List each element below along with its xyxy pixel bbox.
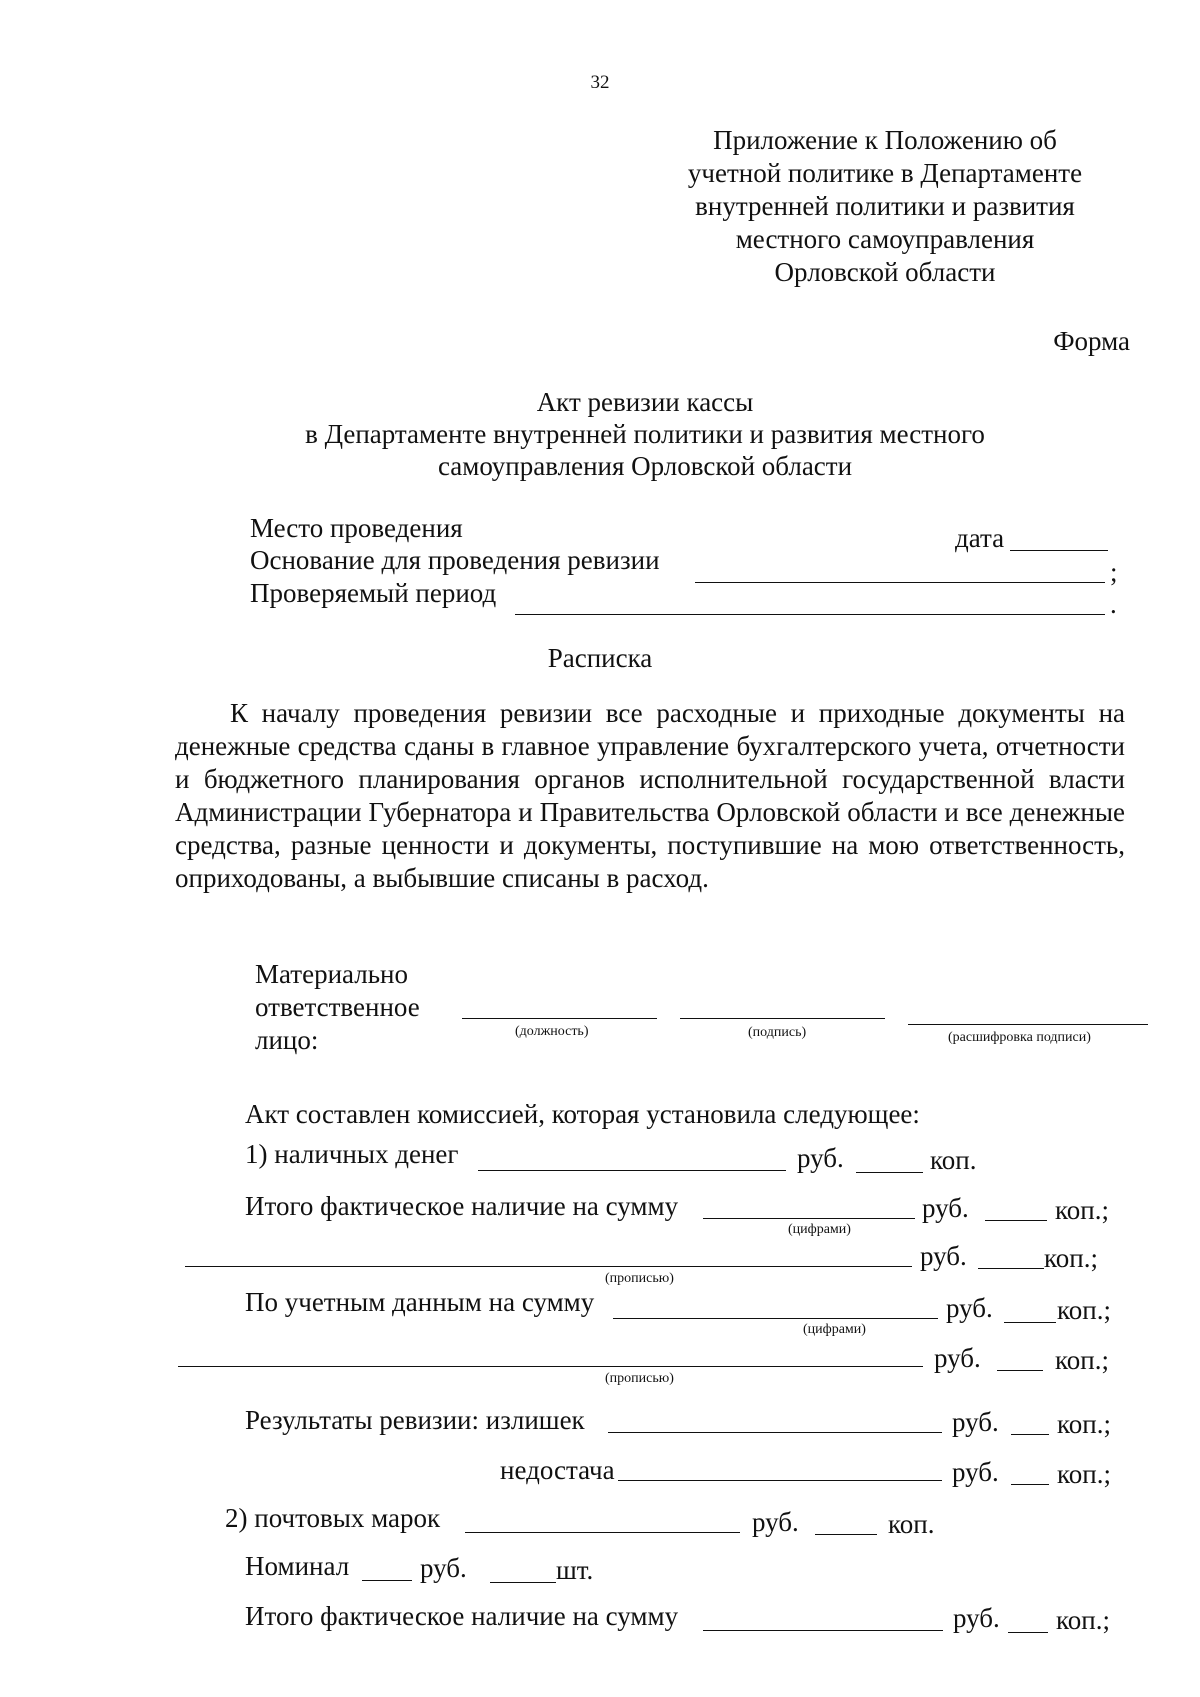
basis-end: ; (1110, 557, 1118, 587)
stamps-actual-total-kop-line[interactable] (1008, 1632, 1048, 1633)
shortage-rub: руб. (952, 1457, 999, 1487)
actual-total-words-line[interactable] (185, 1266, 912, 1267)
surplus-rub: руб. (952, 1407, 999, 1437)
surplus-field-line[interactable] (608, 1432, 942, 1433)
accounting-total-rub: руб. (946, 1293, 993, 1323)
receipt-text: К началу проведения ревизии все расходные и приходные документы на денежные средства сданы в главное управление бухгалтерского учета, отчетности и бюджетного планирования органов исполнительной государственной власти Администрации Губернатора и Правительства Орловской области и все денежные средства, разные ценности и документы, поступившие на мою ответственность, оприходованы, а выбывшие списаны в расход. (175, 698, 1125, 893)
nominal-pcs: шт. (556, 1555, 594, 1585)
shortage-kop-line[interactable] (1011, 1484, 1049, 1485)
words-caption: (прописью) (605, 1371, 674, 1386)
actual-total-kop: коп.; (1055, 1195, 1109, 1225)
accounting-total-words-rub: руб. (934, 1343, 981, 1373)
appendix-line: Орловской области (774, 257, 996, 287)
words-caption: (прописью) (605, 1271, 674, 1286)
stamps-rub: руб. (752, 1507, 799, 1537)
accounting-total-words-kop-line[interactable] (997, 1370, 1043, 1371)
responsible-label-line: лицо: (255, 1025, 319, 1055)
shortage-label: недостача (500, 1455, 615, 1485)
appendix-block (640, 124, 1130, 289)
document-title (150, 386, 1140, 482)
actual-total-words-kop: коп.; (1044, 1243, 1098, 1273)
surplus-kop-line[interactable] (1011, 1434, 1049, 1435)
nominal-pcs-line[interactable] (490, 1582, 556, 1583)
title-line: самоуправления Орловской области (437, 451, 853, 481)
cash-rub: руб. (797, 1143, 844, 1173)
signature-field-line[interactable] (680, 1018, 885, 1019)
accounting-total-words-line[interactable] (178, 1366, 923, 1367)
stamps-field-line[interactable] (465, 1532, 740, 1533)
actual-total-label: Итого фактическое наличие на сумму (245, 1191, 679, 1221)
form-label: Форма (1053, 326, 1130, 356)
cash-kop-line[interactable] (856, 1172, 923, 1173)
appendix-line: учетной политике в Департаменте (687, 158, 1083, 188)
appendix-line: местного самоуправления (735, 224, 1035, 254)
signature-caption: (подпись) (748, 1025, 807, 1040)
date-field-line[interactable] (1010, 550, 1108, 551)
cash-kop: коп. (930, 1145, 977, 1175)
basis-label: Основание для проведения ревизии (250, 545, 660, 575)
stamps-label: 2) почтовых марок (225, 1503, 441, 1533)
accounting-total-digits-line[interactable] (613, 1318, 938, 1319)
cash-field-line[interactable] (478, 1170, 786, 1171)
stamps-kop-line[interactable] (815, 1534, 877, 1535)
actual-total-rub: руб. (922, 1193, 969, 1223)
position-caption: (должность) (515, 1024, 589, 1039)
decoding-caption: (расшифровка подписи) (948, 1030, 1091, 1045)
surplus-kop: коп.; (1057, 1409, 1111, 1439)
appendix-line: Приложение к Положению об (713, 125, 1057, 155)
cash-label: 1) наличных денег (245, 1139, 459, 1169)
digits-caption: (цифрами) (788, 1222, 851, 1237)
stamps-kop: коп. (888, 1509, 935, 1539)
appendix-line: внутренней политики и развития (695, 191, 1075, 221)
commission-intro: Акт составлен комиссией, которая установила следующее: (245, 1099, 920, 1129)
basis-field-line[interactable] (695, 582, 1105, 583)
stamps-actual-total-kop: коп.; (1056, 1605, 1110, 1635)
page-number: 32 (590, 72, 610, 93)
accounting-total-label: По учетным данным на сумму (245, 1287, 595, 1317)
accounting-total-kop: коп.; (1057, 1295, 1111, 1325)
stamps-actual-total-line[interactable] (703, 1630, 943, 1631)
period-label: Проверяемый период (250, 578, 497, 608)
stamps-actual-total-label: Итого фактическое наличие на сумму (245, 1601, 679, 1631)
responsible-label-line: ответственное (255, 992, 420, 1022)
actual-total-kop-line[interactable] (985, 1220, 1047, 1221)
shortage-field-line[interactable] (618, 1480, 942, 1481)
responsible-label-line: Материально (255, 959, 408, 989)
actual-total-digits-line[interactable] (703, 1218, 915, 1219)
nominal-rub: руб. (420, 1553, 467, 1583)
nominal-field-line[interactable] (362, 1580, 412, 1581)
receipt-heading: Расписка (547, 643, 653, 673)
title-line: Акт ревизии кассы (536, 387, 754, 417)
results-label: Результаты ревизии: излишек (245, 1405, 585, 1435)
date-label: дата (955, 523, 1005, 553)
actual-total-words-rub: руб. (920, 1241, 967, 1271)
decoding-field-line[interactable] (908, 1024, 1148, 1025)
shortage-kop: коп.; (1057, 1459, 1111, 1489)
actual-total-words-kop-line[interactable] (978, 1268, 1044, 1269)
place-label: Место проведения (250, 513, 463, 543)
period-end: . (1110, 589, 1117, 619)
nominal-label: Номинал (245, 1551, 350, 1581)
accounting-total-kop-line[interactable] (1004, 1322, 1056, 1323)
title-line: в Департаменте внутренней политики и развития местного (305, 419, 985, 449)
stamps-actual-total-rub: руб. (953, 1603, 1000, 1633)
digits-caption: (цифрами) (803, 1322, 866, 1337)
position-field-line[interactable] (462, 1018, 657, 1019)
period-field-line[interactable] (515, 614, 1105, 615)
accounting-total-words-kop: коп.; (1055, 1345, 1109, 1375)
